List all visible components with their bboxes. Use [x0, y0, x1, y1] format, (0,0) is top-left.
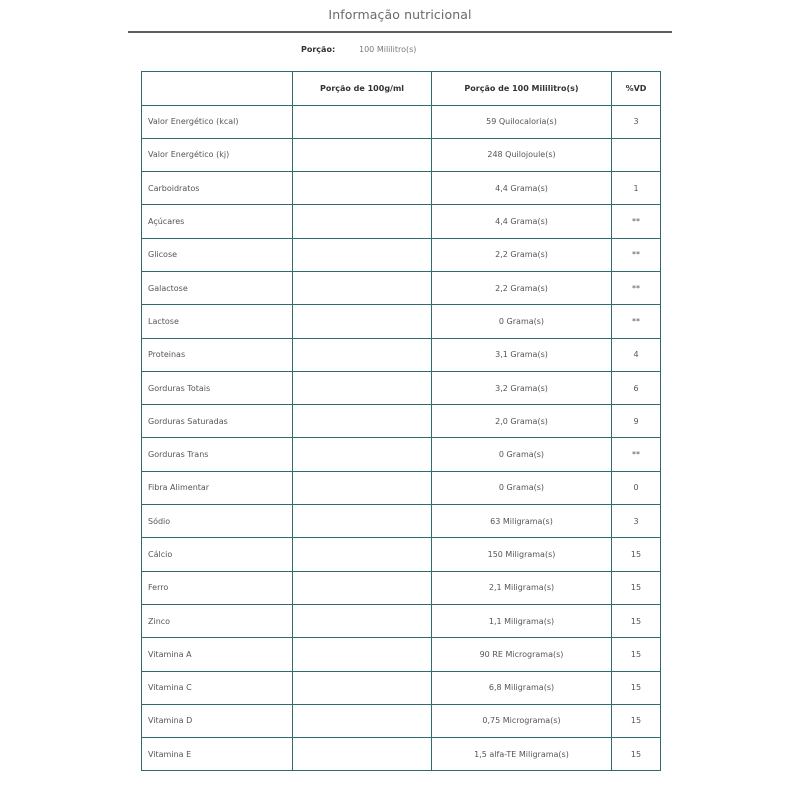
value-per-100ml: 1,1 Miligrama(s)	[432, 604, 612, 637]
table-row	[142, 571, 661, 604]
page-title: Informação nutricional	[328, 7, 472, 22]
value-per-100g	[293, 105, 432, 138]
nutrient-name: Carboidratos	[142, 172, 293, 205]
nutrient-name: Valor Energético (kcal)	[142, 105, 293, 138]
daily-value-percent: 0	[612, 471, 661, 504]
daily-value-percent: 9	[612, 405, 661, 438]
table-header-row	[142, 72, 661, 106]
nutrient-name: Zinco	[142, 604, 293, 637]
nutrient-name: Gorduras Trans	[142, 438, 293, 471]
table-row	[142, 405, 661, 438]
daily-value-percent: **	[612, 438, 661, 471]
value-per-100ml: 2,2 Grama(s)	[432, 238, 612, 271]
daily-value-percent: **	[612, 271, 661, 304]
value-per-100g	[293, 505, 432, 538]
table-row	[142, 138, 661, 171]
daily-value-percent: 3	[612, 105, 661, 138]
value-per-100g	[293, 538, 432, 571]
value-per-100g	[293, 638, 432, 671]
value-per-100ml: 90 RE Micrograma(s)	[432, 638, 612, 671]
nutrient-name: Galactose	[142, 271, 293, 304]
portion-label: Porção:	[301, 45, 336, 54]
daily-value-percent: 15	[612, 571, 661, 604]
table-row	[142, 738, 661, 771]
daily-value-percent: 15	[612, 704, 661, 737]
value-per-100ml: 63 Miligrama(s)	[432, 505, 612, 538]
daily-value-percent: 15	[612, 671, 661, 704]
table-row	[142, 338, 661, 371]
table-row	[142, 704, 661, 737]
value-per-100ml: 4,4 Grama(s)	[432, 172, 612, 205]
daily-value-percent: 3	[612, 505, 661, 538]
daily-value-percent	[612, 138, 661, 171]
value-per-100g	[293, 338, 432, 371]
title-divider	[128, 31, 672, 33]
header-per-100g: Porção de 100g/ml	[293, 72, 432, 106]
value-per-100ml: 150 Miligrama(s)	[432, 538, 612, 571]
nutrition-table	[141, 71, 661, 771]
value-per-100g	[293, 172, 432, 205]
table-row	[142, 172, 661, 205]
value-per-100ml: 59 Quilocaloria(s)	[432, 105, 612, 138]
value-per-100ml: 0,75 Micrograma(s)	[432, 704, 612, 737]
value-per-100ml: 2,2 Grama(s)	[432, 271, 612, 304]
table-row	[142, 238, 661, 271]
table-row	[142, 305, 661, 338]
value-per-100g	[293, 371, 432, 404]
nutrient-name: Açúcares	[142, 205, 293, 238]
value-per-100ml: 2,0 Grama(s)	[432, 405, 612, 438]
table-row	[142, 105, 661, 138]
table-row	[142, 438, 661, 471]
value-per-100ml: 1,5 alfa-TE Miligrama(s)	[432, 738, 612, 771]
value-per-100g	[293, 205, 432, 238]
nutrient-name: Ferro	[142, 571, 293, 604]
portion-value: 100 Mililitro(s)	[359, 45, 417, 54]
value-per-100ml: 4,4 Grama(s)	[432, 205, 612, 238]
value-per-100ml: 2,1 Miligrama(s)	[432, 571, 612, 604]
nutrient-name: Vitamina A	[142, 638, 293, 671]
value-per-100ml: 0 Grama(s)	[432, 305, 612, 338]
value-per-100g	[293, 471, 432, 504]
nutrient-name: Gorduras Totais	[142, 371, 293, 404]
nutrient-name: Valor Energético (kj)	[142, 138, 293, 171]
table-row	[142, 371, 661, 404]
value-per-100g	[293, 704, 432, 737]
daily-value-percent: 15	[612, 638, 661, 671]
value-per-100ml: 6,8 Miligrama(s)	[432, 671, 612, 704]
daily-value-percent: 6	[612, 371, 661, 404]
nutrient-name: Fibra Alimentar	[142, 471, 293, 504]
nutrient-name: Proteinas	[142, 338, 293, 371]
nutrient-name: Vitamina D	[142, 704, 293, 737]
value-per-100g	[293, 671, 432, 704]
daily-value-percent: 15	[612, 738, 661, 771]
value-per-100g	[293, 271, 432, 304]
daily-value-percent: 15	[612, 538, 661, 571]
header-per-100ml: Porção de 100 Mililitro(s)	[432, 72, 612, 106]
table-row	[142, 205, 661, 238]
nutrient-name: Vitamina E	[142, 738, 293, 771]
daily-value-percent: 4	[612, 338, 661, 371]
value-per-100g	[293, 305, 432, 338]
value-per-100ml: 248 Quilojoule(s)	[432, 138, 612, 171]
daily-value-percent: 15	[612, 604, 661, 637]
header-vd: %VD	[612, 72, 661, 106]
table-row	[142, 271, 661, 304]
header-nutrient	[142, 72, 293, 106]
table-row	[142, 538, 661, 571]
value-per-100g	[293, 571, 432, 604]
value-per-100g	[293, 604, 432, 637]
nutrient-name: Lactose	[142, 305, 293, 338]
value-per-100ml: 0 Grama(s)	[432, 471, 612, 504]
daily-value-percent: 1	[612, 172, 661, 205]
daily-value-percent: **	[612, 305, 661, 338]
table-row	[142, 505, 661, 538]
value-per-100ml: 0 Grama(s)	[432, 438, 612, 471]
table-row	[142, 638, 661, 671]
value-per-100g	[293, 405, 432, 438]
value-per-100g	[293, 438, 432, 471]
nutrient-name: Glicose	[142, 238, 293, 271]
table-row	[142, 471, 661, 504]
table-row	[142, 604, 661, 637]
value-per-100g	[293, 738, 432, 771]
value-per-100g	[293, 238, 432, 271]
portion-info	[301, 45, 416, 54]
value-per-100g	[293, 138, 432, 171]
nutrient-name: Cálcio	[142, 538, 293, 571]
daily-value-percent: **	[612, 238, 661, 271]
value-per-100ml: 3,1 Grama(s)	[432, 338, 612, 371]
table-row	[142, 671, 661, 704]
nutrient-name: Vitamina C	[142, 671, 293, 704]
nutrient-name: Gorduras Saturadas	[142, 405, 293, 438]
value-per-100ml: 3,2 Grama(s)	[432, 371, 612, 404]
daily-value-percent: **	[612, 205, 661, 238]
nutrient-name: Sódio	[142, 505, 293, 538]
